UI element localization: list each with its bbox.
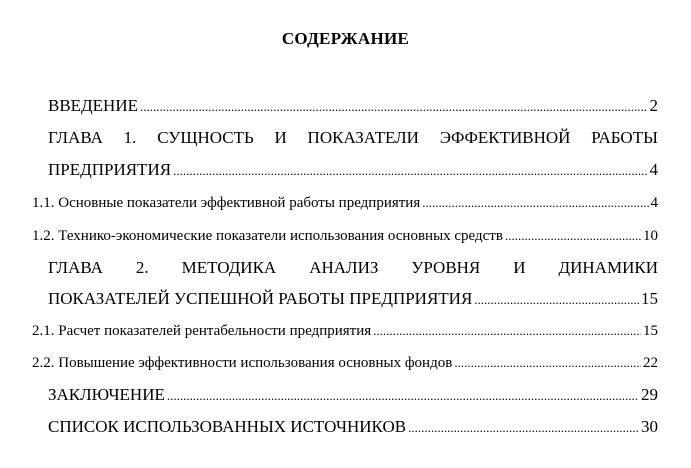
toc-title: СОДЕРЖАНИЕ xyxy=(281,29,410,48)
toc-entry-text: 2.2. Повышение эффективности использования основных фондов xyxy=(32,355,453,371)
heading-word: МЕТОДИКА xyxy=(181,258,277,277)
heading-word: И xyxy=(274,128,287,147)
toc-entry-sec11[interactable] xyxy=(32,192,658,214)
heading-word: ГЛАВА xyxy=(48,128,103,147)
heading-word: 1. xyxy=(123,128,137,147)
toc-entry-chapter1-line2[interactable] xyxy=(48,159,658,182)
toc-entry-sources[interactable] xyxy=(48,416,658,439)
toc-entry-chapter2-line2[interactable] xyxy=(48,288,658,311)
toc-entry-sec12[interactable] xyxy=(32,225,658,247)
heading-word: УРОВНЯ xyxy=(411,258,481,277)
toc-page-number: 29 xyxy=(641,385,658,404)
toc-entry-text: СПИСОК ИСПОЛЬЗОВАННЫХ ИСТОЧНИКОВ xyxy=(48,417,407,436)
dot-leader xyxy=(408,417,639,439)
heading-word: 2. xyxy=(135,258,149,277)
dot-leader xyxy=(474,289,639,311)
toc-entry-intro[interactable] xyxy=(48,95,658,118)
toc-page-number: 15 xyxy=(643,323,658,339)
dot-leader xyxy=(167,385,639,407)
toc-entry-conclusion[interactable] xyxy=(48,384,658,407)
heading-word: АНАЛИЗ xyxy=(309,258,379,277)
toc-entry-text: ПОКАЗАТЕЛЕЙ УСПЕШНОЙ РАБОТЫ ПРЕДПРИЯТИЯ xyxy=(48,289,473,308)
heading-word: РАБОТЫ xyxy=(591,128,658,147)
heading-word: ЭФФЕКТИВНОЙ xyxy=(439,128,571,147)
heading-word: ДИНАМИКИ xyxy=(558,258,658,277)
toc-page-number: 22 xyxy=(643,355,658,371)
heading-word: ПОКАЗАТЕЛИ xyxy=(307,128,419,147)
toc-entry-chapter1-line1[interactable] xyxy=(48,127,658,149)
toc-entry-text: 1.2. Технико-экономические показатели использования основных средств xyxy=(32,228,503,244)
toc-page-number: 10 xyxy=(643,228,658,244)
toc-entry-text: 2.1. Расчет показателей рентабельности предприятия xyxy=(32,323,372,339)
toc-entry-text: ЗАКЛЮЧЕНИЕ xyxy=(48,385,165,404)
toc-entry-sec21[interactable] xyxy=(32,320,658,342)
heading-word: СУЩНОСТЬ xyxy=(157,128,254,147)
dot-leader xyxy=(505,225,641,247)
dot-leader xyxy=(422,192,648,214)
toc-entry-text: ПРЕДПРИЯТИЯ xyxy=(48,160,172,179)
heading-word: ГЛАВА xyxy=(48,258,103,277)
toc-page-number: 30 xyxy=(641,417,658,436)
toc-entry-text: 1.1. Основные показатели эффективной работы предприятия xyxy=(32,195,421,211)
toc-page-number: 15 xyxy=(641,289,658,308)
toc-page-number: 4 xyxy=(650,195,658,211)
toc-entry-sec22[interactable] xyxy=(32,352,658,374)
dot-leader xyxy=(140,96,648,118)
dot-leader xyxy=(454,352,641,374)
dot-leader xyxy=(373,320,641,342)
toc-page-number: 4 xyxy=(649,160,658,179)
dot-leader xyxy=(173,160,647,182)
toc-page-number: 2 xyxy=(649,96,658,115)
heading-word: И xyxy=(513,258,526,277)
toc-entry-text: ВВЕДЕНИЕ xyxy=(48,96,138,115)
toc-entry-chapter2-line1[interactable] xyxy=(48,257,658,279)
